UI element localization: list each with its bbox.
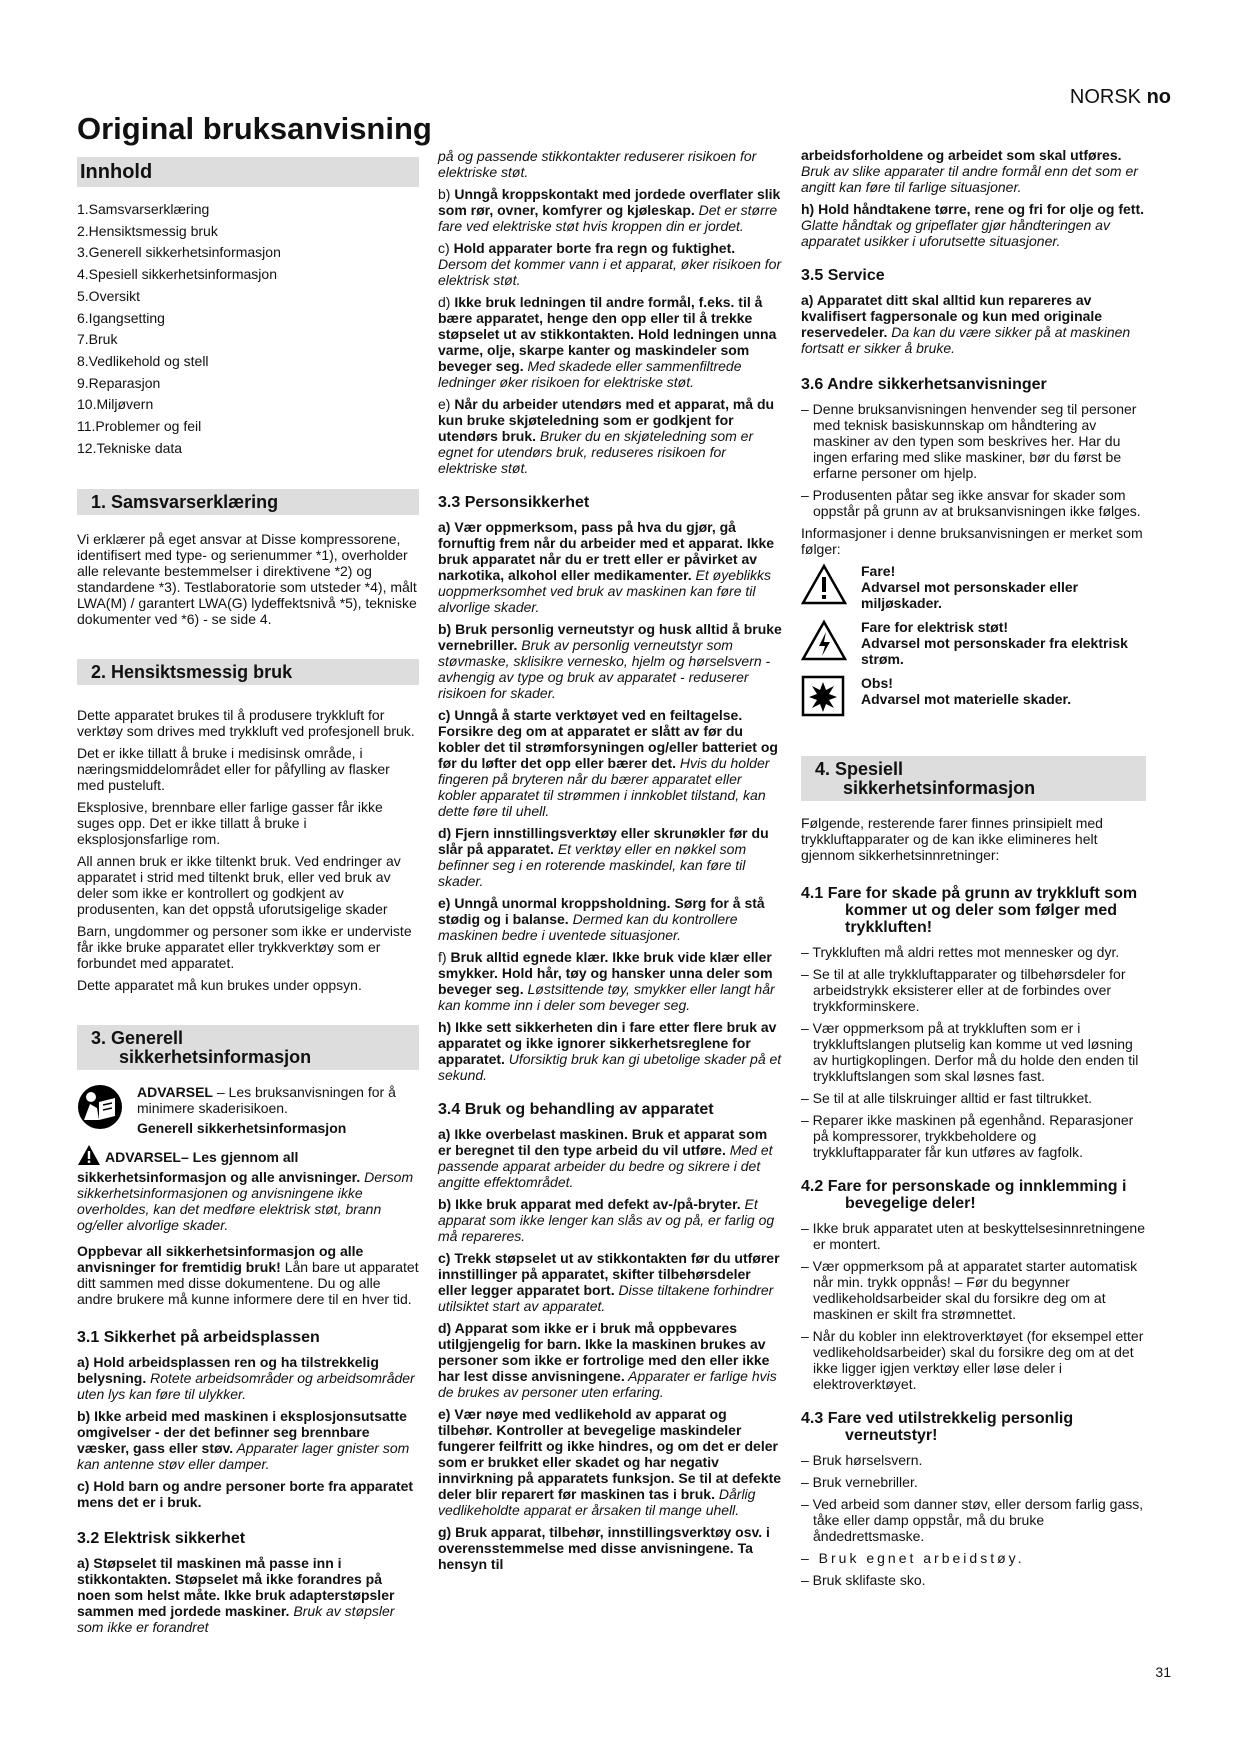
plain-text: Lån bare ut apparatet ditt sammen med disse dokumentene. Du og alle andre brukere må kunne informere dere til en hver tid. xyxy=(77,1259,419,1308)
italic-text: Det er større fare ved elektriske støt hvis kroppen din er jordet. xyxy=(438,202,778,234)
item-prefix: f) xyxy=(438,949,451,965)
bold-text: a) Ikke overbelast maskinen. Bruk et apparat som er beregnet til den type arbeid du vil utføre. xyxy=(438,1126,768,1158)
item-b xyxy=(438,621,783,701)
section-heading-3-line1: 3. Generell xyxy=(91,1028,184,1049)
italic-text: Med skadede eller sammenfiltrede ledninger øker risikoen for elektriske støt. xyxy=(438,358,742,390)
toc-item[interactable]: 4.Spesiell sikkerhetsinformasjon xyxy=(77,266,277,283)
subsection-heading-4-3: 4.3 Fare ved utilstrekkelig personlig verneutstyr! xyxy=(801,1410,1074,1444)
paragraph: Dette apparatet må kun brukes under oppsyn. xyxy=(77,977,362,994)
warning-general xyxy=(77,1144,419,1233)
italic-text: Med et passende apparat arbeider du bedre og sikrere i det angitte effektområdet. xyxy=(438,1142,773,1190)
legend-text: Advarsel mot personskader fra elektrisk strøm. xyxy=(861,635,1128,667)
item-e xyxy=(438,1406,783,1518)
subsection-heading-3-6: 3.6 Andre sikkerhetsanvisninger xyxy=(801,376,1047,393)
item-e xyxy=(438,895,783,943)
item-b xyxy=(438,186,783,234)
bold-text: Unngå kroppskontakt med jordede overflater slik som rør, ovner, komfyrer og kjøleskap. xyxy=(438,186,781,218)
list-item: – Vær oppmerksom på at trykkluften som er i trykkluftslangen plutselig kan komme ut ved løsning av hurtigkoplingen. Derfor må du holde den enden til trykkluftslangen som skal løsnes fast. xyxy=(801,1020,1139,1084)
item-h xyxy=(438,1019,783,1083)
italic-text: Løstsittende tøy, smykker eller langt hår kan komme inn i deler som beveger seg. xyxy=(438,981,775,1013)
section-heading-4 xyxy=(801,756,1146,801)
toc-item[interactable]: 10.Miljøvern xyxy=(77,396,154,413)
legend-electric xyxy=(801,619,1146,667)
legend-text: Advarsel mot materielle skader. xyxy=(861,691,1072,707)
table-of-contents xyxy=(77,199,419,459)
item-b xyxy=(77,1408,419,1472)
bold-text: c) Hold barn og andre personer borte fra apparatet mens det er i bruk. xyxy=(77,1478,414,1511)
legend-title: Obs! xyxy=(861,675,893,691)
bold-text: c) Unngå å starte verktøyet ved en feiltagelse. Forsikre deg om at apparatet er slått av før du kobler det til strømforsyningen og/eller batteriet og før du løfter det opp eller bærer det. xyxy=(438,707,778,771)
italic-text: Dårlig vedlikeholdte apparat er årsaken til mange uhell. xyxy=(438,1486,756,1518)
item-g xyxy=(438,1524,783,1572)
subsection-heading-4-2: 4.2 Fare for personskade og innklemming i bevegelige deler! xyxy=(801,1178,1127,1212)
bold-text: d) Fjern innstillingsverktøy eller skrunøkler før du slår på apparatet. xyxy=(438,825,769,857)
italic-text: Disse tiltakene forhindrer utilsiktet start av apparatet. xyxy=(438,1282,774,1314)
italic-text: Apparater lager gnister som kan antenne støv eller damper. xyxy=(77,1440,410,1473)
bold-text: e) Unngå unormal kroppsholdning. Sørg for å stå stødig og i balanse. xyxy=(438,895,765,927)
bold-text: a) Apparatet ditt skal alltid kun repareres av kvalifisert fagpersonale og kun med originale reservedeler. xyxy=(801,292,1103,340)
italic-text: Bruk av personlig verneutstyr som støvmaske, sklisikre vernesko, hjelm og hørselsvern - avhengig av type og bruk av apparatet - reduserer risikoen for skader. xyxy=(438,637,771,701)
italic-text: Hvis du holder fingeren på bryteren når du bærer apparatet eller kobler apparatet til strømmen i innkoblet tilstand, kan dette føre til uhell. xyxy=(438,755,770,819)
column-1 xyxy=(77,147,419,1641)
document-title: Original bruksanvisning xyxy=(77,111,432,146)
toc-item[interactable]: 1.Samsvarserklæring xyxy=(77,201,210,217)
toc-item[interactable]: 7.Bruk xyxy=(77,331,118,348)
bold-text: Hold apparater borte fra regn og fuktighet. xyxy=(453,240,736,256)
section-heading-3-line2: sikkerhetsinformasjon xyxy=(119,1047,312,1068)
column-3 xyxy=(801,147,1146,1594)
column-2 xyxy=(438,148,783,1578)
item-d xyxy=(438,825,783,889)
italic-text: Bruk av slike apparater til andre formål enn det som er angitt kan føre til farlige situasjoner. xyxy=(801,163,1138,195)
italic-text: Uforsiktig bruk kan gi ubetolige skader på et sekund. xyxy=(438,1051,782,1083)
list-item: – Denne bruksanvisningen henvender seg til personer med teknisk basiskunnskap om håndtering av maskiner av den typen som beskrives her. Har du ingen erfaring med slike maskiner, bør du først be erfarne personer om hjelp. xyxy=(801,401,1137,481)
warning-text: – Les bruksanvisningen for å minimere skaderisikoen. xyxy=(137,1084,396,1117)
italic-text: Rotete arbeidsområder og arbeidsområder uten lys kan føre til ulykker. xyxy=(77,1370,415,1403)
legend-title: Fare for elektrisk støt! xyxy=(861,619,1009,635)
italic-text: Dersom det kommer vann i et apparat, øker risikoen for elektrisk støt. xyxy=(438,256,782,288)
item-e xyxy=(438,396,783,476)
bold-text: arbeidsforholdene og arbeidet som skal utføres. xyxy=(801,147,1122,163)
bold-text: Oppbevar all sikkerhetsinformasjon og alle anvisninger for fremtidig bruk! xyxy=(77,1243,364,1276)
subsection-heading-3-5: 3.5 Service xyxy=(801,267,885,284)
legend-caution xyxy=(801,675,1146,720)
section-heading-3 xyxy=(77,1025,419,1070)
toc-item[interactable]: 12.Tekniske data xyxy=(77,439,183,456)
subsection-heading-4-1: 4.1 Fare for skade på grunn av trykkluft som kommer ut og deler som følger med trykkluften! xyxy=(801,885,1138,936)
bold-text: b) Ikke bruk apparat med defekt av-/på-bryter. xyxy=(438,1196,741,1212)
italic-text: Et verktøy eller en nøkkel som befinner seg i en roterende maskindel, kan føre til skader. xyxy=(438,841,747,889)
paragraph: Informasjoner i denne bruksanvisningen er merket som følger: xyxy=(801,525,1143,557)
legend-danger xyxy=(801,563,1146,611)
bold-text: a) Vær oppmerksom, pass på hva du gjør, gå fornuftig frem når du arbeider med et apparat. Ikke bruk apparatet når du er trett eller er påvirket av narkotika, alkohol eller medikamenter. xyxy=(438,519,775,583)
item-h xyxy=(801,201,1146,249)
item-prefix: c) xyxy=(438,240,454,256)
keep-instructions xyxy=(77,1243,419,1307)
italic-text: Dermed kan du kontrollere maskinen bedre i uventede situasjoner. xyxy=(438,911,738,943)
section-heading-4-line2: sikkerhetsinformasjon xyxy=(843,778,1036,798)
bold-text: Når du arbeider utendørs med et apparat, må du kun bruke skjøteledning som er godkjent for utendørs bruk. xyxy=(438,396,775,444)
read-manual-icon xyxy=(77,1084,123,1133)
list-item: – Reparer ikke maskinen på egenhånd. Reparasjoner på kompressorer, trykkbeholdere og trykkluftapparater får kun utføres av fagfolk. xyxy=(801,1112,1134,1160)
list-item: – Bruk sklifaste sko. xyxy=(801,1572,926,1588)
italic-text: Apparater er farlige hvis de brukes av personer uten erfaring. xyxy=(438,1368,777,1400)
item-c xyxy=(438,240,783,288)
bold-text: Bruk alltid egnede klær. Ikke bruk vide klær eller smykker. Hold hår, tøy og hansker unna deler som beveger seg. xyxy=(438,949,773,997)
item-c xyxy=(77,1478,419,1510)
section-heading-1: 1. Samsvarserklæring xyxy=(77,489,419,515)
danger-triangle-icon xyxy=(801,563,847,608)
continued-text xyxy=(801,147,1146,195)
legend-title: Fare! xyxy=(861,563,896,579)
warning-text: Dersom sikkerhetsinformasjonen og anvisningene ikke overholdes, kan det medføre elektrisk støt, brann og/eller alvorlige skader. xyxy=(77,1169,414,1234)
section-heading-4-line1: 4. Spesiell xyxy=(815,759,904,779)
bold-text: a) Støpselet til maskinen må passe inn i stikkontakten. Støpselet må ikke forandres på noen som helst måte. Ikke bruk adapterstøpsler sammen med jordede maskiner. xyxy=(77,1555,395,1620)
toc-item[interactable]: 3.Generell sikkerhetsinformasjon xyxy=(77,244,281,261)
item-f xyxy=(438,949,783,1013)
warning-triangle-icon xyxy=(77,1144,101,1169)
continued-text xyxy=(438,148,783,180)
subsection-heading-3-2: 3.2 Elektrisk sikkerhet xyxy=(77,1530,246,1548)
subsection-heading-3-1: 3.1 Sikkerhet på arbeidsplassen xyxy=(77,1329,320,1347)
material-damage-icon xyxy=(801,675,847,720)
bold-text: b) Bruk personlig verneutstyr og husk alltid å bruke vernebriller. xyxy=(438,621,782,653)
list-item: – Se til at alle tilskruinger alltid er fast tiltrukket. xyxy=(801,1090,1093,1106)
bold-text: Ikke bruk ledningen til andre formål, f.eks. til å bære apparatet, henge den opp eller til å trekke støpselet ut av stikkontakten. Hold ledningen unna varme, olje, skarpe kanter og maskindeler som beveger seg. xyxy=(438,294,777,374)
paragraph: Eksplosive, brennbare eller farlige gasser får ikke suges opp. Det er ikke tillatt å bruke i eksplosjonsfarlige rom. xyxy=(77,799,383,848)
italic-text: Et øyeblikks uoppmerksomhet ved bruk av maskinen kan føre til alvorlige skader. xyxy=(438,567,772,615)
paragraph: All annen bruk er ikke tiltenkt bruk. Ved endringer av apparatet i strid med tiltenkt bruk, eller ved bruk av deler som ikke er kontrollert og godkjent av produsenten, kan det oppstå uforutsigelige skader xyxy=(77,853,401,918)
list-item: – Bruk egnet arbeidstøy. xyxy=(801,1550,1025,1566)
item-c xyxy=(438,1250,783,1314)
italic-text: Et apparat som ikke lenger kan slås av og på, er farlig og må repareres. xyxy=(438,1196,775,1244)
legend-text: Advarsel mot personskader eller miljøskader. xyxy=(861,579,1079,611)
electric-shock-icon xyxy=(801,619,847,664)
list-item: – Vær oppmerksom på at apparatet starter automatisk når min. trykk oppnås! – Før du begynner vedlikeholdsarbeider skal du forsikre deg om at maskinen er skilt fra strømnettet. xyxy=(801,1258,1138,1322)
subsection-heading-3-4: 3.4 Bruk og behandling av apparatet xyxy=(438,1101,714,1118)
italic-text: på og passende stikkontakter reduserer risikoen for elektriske støt. xyxy=(438,148,757,180)
subsection-heading-3-3: 3.3 Personsikkerhet xyxy=(438,494,590,511)
list-item: – Bruk vernebriller. xyxy=(801,1474,918,1490)
list-item: – Ikke bruk apparatet uten at beskyttelsesinnretningene er montert. xyxy=(801,1220,1145,1252)
subheading: Generell sikkerhetsinformasjon xyxy=(137,1120,347,1137)
item-prefix: b) xyxy=(438,186,455,202)
toc-item[interactable]: 6.Igangsetting xyxy=(77,309,165,326)
language-header: NORSK no xyxy=(1069,86,1171,108)
warning-read-manual xyxy=(77,1084,419,1136)
list-item: – Produsenten påtar seg ikke ansvar for skader som oppstår på grunn av at bruksanvisningen ikke følges. xyxy=(801,487,1141,519)
italic-text: Bruker du en skjøteledning som er egnet for utendørs bruk, reduseres risikoen for elektriske støt. xyxy=(438,428,754,476)
list-item: – Ved arbeid som danner støv, eller dersom farlig gass, tåke eller damp oppstår, må du bruke åndedrettsmaske. xyxy=(801,1496,1144,1544)
toc-item[interactable]: 11.Problemer og feil xyxy=(77,418,202,435)
toc-heading: Innhold xyxy=(77,157,419,187)
italic-text: Da kan du være sikker på at maskinen fortsatt er sikker å bruke. xyxy=(801,324,1131,356)
bold-text: d) Apparat som ikke er i bruk må oppbevares utilgjengelig for barn. Ikke la maskinen brukes av personer som ikke er fortrolige med den eller ikke har lest disse anvisningene. xyxy=(438,1320,770,1384)
toc-item[interactable]: 8.Vedlikehold og stell xyxy=(77,352,209,369)
list-item: – Se til at alle trykkluftapparater og tilbehørsdeler for arbeidstrykk eksisterer eller at de forbindes over trykkforminskere. xyxy=(801,966,1126,1014)
warning-label: ADVARSEL– Les gjennom all sikkerhetsinformasjon og alle anvisninger. xyxy=(77,1149,361,1186)
list-item: – Bruk hørselsvern. xyxy=(801,1452,923,1468)
item-d xyxy=(438,1320,783,1400)
item-d xyxy=(438,294,783,390)
paragraph: Følgende, resterende farer finnes prinsipielt med trykkluftapparater og de kan ikke elimineres helt gjennom sikkerhetsinnretninger: xyxy=(801,815,1103,863)
paragraph: Det er ikke tillatt å bruke i medisinsk område, i næringsmiddelområdet eller for påfylling av flasker med pusteluft. xyxy=(77,745,390,794)
list-item: – Trykkluften må aldri rettes mot mennesker og dyr. xyxy=(801,944,1120,960)
section-heading-2: 2. Hensiktsmessig bruk xyxy=(77,659,419,685)
bold-text: e) Vær nøye med vedlikehold av apparat og tilbehør. Kontroller at bevegelige maskindeler fungerer feilfritt og ikke hindres, og om det er deler som er brukket eller skadet og har negativ innvirkning på apparatets funksjon. Se til at defekte deler blir reparert før maskinen tas i bruk. xyxy=(438,1406,782,1502)
italic-text: Glatte håndtak og gripeflater gjør håndteringen av apparatet usikker i uforutsette situasjoner. xyxy=(801,217,1110,249)
page-number: 31 xyxy=(1155,1664,1171,1680)
bold-text: h) Hold håndtakene tørre, rene og fri for olje og fett. xyxy=(801,201,1145,217)
italic-text: Bruk av støpsler som ikke er forandret xyxy=(77,1603,395,1636)
bold-text: g) Bruk apparat, tilbehør, innstillingsverktøy osv. i overensstemmelse med disse anvisningene. Ta hensyn til xyxy=(438,1524,770,1572)
item-prefix: e) xyxy=(438,396,455,412)
item-c xyxy=(438,707,783,819)
item-a xyxy=(77,1555,419,1635)
bold-text: a) Hold arbeidsplassen ren og ha tilstrekkelig belysning. xyxy=(77,1354,379,1387)
item-a xyxy=(801,292,1146,356)
toc-item[interactable]: 9.Reparasjon xyxy=(77,374,161,391)
item-a xyxy=(77,1354,419,1402)
item-a xyxy=(438,519,783,615)
list-item: – Når du kobler inn elektroverktøyet (for eksempel etter vedlikeholdsarbeider) skal du forsikre deg om at det ikke ligger igjen verktøy eller løse deler i elektroverktøyet. xyxy=(801,1328,1144,1392)
bold-text: b) Ikke arbeid med maskinen i eksplosjonsutsatte omgivelser - der det befinner seg brennbare væsker, gass eller støv. xyxy=(77,1408,407,1457)
paragraph: Vi erklærer på eget ansvar at Disse kompressorene, identifisert med type- og serienummer *1), overholder alle relevante bestemmelser i direktivene *2) og standardene *3). Testlaboratorie som utsteder *4), målt LWA(M) / garantert LWA(G) lydeffektsnivå *5), tekniske dokumenter ved *6) - se side 4. xyxy=(77,531,417,628)
item-b xyxy=(438,1196,783,1244)
warning-label: ADVARSEL xyxy=(137,1084,213,1101)
toc-item[interactable]: 2.Hensiktsmessig bruk xyxy=(77,222,218,239)
item-prefix: d) xyxy=(438,294,455,310)
paragraph: Dette apparatet brukes til å produsere trykkluft for verktøy som drives med trykkluft ved profesjonell bruk. xyxy=(77,707,415,740)
paragraph: Barn, ungdommer og personer som ikke er underviste får ikke bruke apparatet eller trykkverktøy som er forbundet med apparatet. xyxy=(77,923,412,972)
toc-item[interactable]: 5.Oversikt xyxy=(77,287,141,304)
item-a xyxy=(438,1126,783,1190)
bold-text: h) Ikke sett sikkerheten din i fare etter flere bruk av apparatet og ikke ignorer sikkerhetsreglene for apparatet. xyxy=(438,1019,777,1067)
bold-text: c) Trekk støpselet ut av stikkontakten før du utfører innstillinger på apparatet, skifter tilbehørsdeler eller legger apparatet bort. xyxy=(438,1250,780,1298)
